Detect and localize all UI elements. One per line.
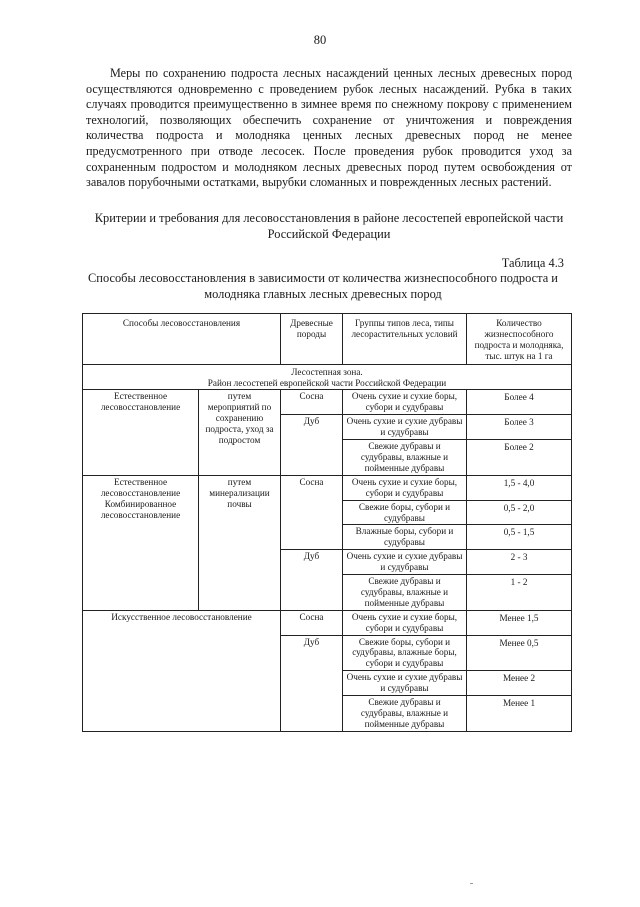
scan-mark bbox=[470, 883, 473, 884]
region-label: Район лесостепей европейской части Российской Федерации bbox=[207, 377, 447, 388]
method-cell: Искусственное лесовосстановление bbox=[83, 610, 281, 731]
forest-cell: Свежие боры, субори и судубравы, влажные боры, субори и судубравы bbox=[343, 635, 467, 671]
value-cell: 0,5 - 2,0 bbox=[467, 500, 572, 525]
species-cell: Сосна bbox=[281, 390, 343, 415]
method-cell: Естественное лесовосстановление Комбинированное лесовосстановление bbox=[83, 475, 199, 610]
reforestation-table bbox=[82, 313, 572, 732]
value-cell: Менее 1 bbox=[467, 696, 572, 732]
forest-cell: Очень сухие и сухие боры, субори и судубравы bbox=[343, 475, 467, 500]
forest-cell: Свежие дубравы и судубравы, влажные и пойменные дубравы bbox=[343, 696, 467, 732]
value-cell: Более 2 bbox=[467, 440, 572, 476]
page-number: 80 bbox=[313, 33, 327, 47]
value-cell: Более 4 bbox=[467, 390, 572, 415]
forest-cell: Очень сухие и сухие боры, субори и судубравы bbox=[343, 390, 467, 415]
forest-cell: Свежие дубравы и судубравы, влажные и пойменные дубравы bbox=[343, 575, 467, 611]
zone-label: Лесостепная зона. bbox=[291, 366, 363, 377]
table-label: Таблица 4.3 bbox=[501, 256, 564, 270]
value-cell: 2 - 3 bbox=[467, 550, 572, 575]
species-cell: Дуб bbox=[281, 550, 343, 611]
table-row bbox=[83, 390, 572, 415]
header-quantity: Количество жизнеспособного подроста и молодняка, тыс. штук на 1 га bbox=[467, 314, 572, 365]
species-cell: Дуб bbox=[281, 415, 343, 476]
value-cell: Менее 0,5 bbox=[467, 635, 572, 671]
value-cell: 1,5 - 4,0 bbox=[467, 475, 572, 500]
forest-cell: Очень сухие и сухие дубравы и судубравы bbox=[343, 550, 467, 575]
species-cell: Сосна bbox=[281, 610, 343, 635]
value-cell: Менее 2 bbox=[467, 671, 572, 696]
value-cell: Более 3 bbox=[467, 415, 572, 440]
table-row bbox=[83, 475, 572, 500]
way-cell: путем минерализации почвы bbox=[199, 475, 281, 610]
value-cell: 0,5 - 1,5 bbox=[467, 525, 572, 550]
forest-cell: Свежие боры, субори и судубравы bbox=[343, 500, 467, 525]
section-heading: Критерии и требования для лесовосстановления в районе лесостепей европейской части Российской Федерации bbox=[94, 211, 564, 241]
zone-row bbox=[83, 364, 572, 390]
table-header-row bbox=[83, 314, 572, 365]
table-row bbox=[83, 610, 572, 635]
forest-cell: Очень сухие и сухие боры, субори и судубравы bbox=[343, 610, 467, 635]
value-cell: Менее 1,5 bbox=[467, 610, 572, 635]
forest-cell: Свежие дубравы и судубравы, влажные и пойменные дубравы bbox=[343, 440, 467, 476]
header-forest-groups: Группы типов леса, типы лесорастительных условий bbox=[343, 314, 467, 365]
method-cell: Естественное лесовосстановление bbox=[83, 390, 199, 475]
species-cell: Дуб bbox=[281, 635, 343, 731]
table-title: Способы лесовосстановления в зависимости от количества жизнеспособного подроста и молодняка главных лесных древесных пород bbox=[88, 271, 558, 301]
way-cell: путем мероприятий по сохранению подроста, уход за подростом bbox=[199, 390, 281, 475]
value-cell: 1 - 2 bbox=[467, 575, 572, 611]
forest-cell: Очень сухие и сухие дубравы и судубравы bbox=[343, 415, 467, 440]
forest-cell: Влажные боры, субори и судубравы bbox=[343, 525, 467, 550]
body-paragraph: Меры по сохранению подроста лесных насаждений ценных лесных древесных пород осуществляются одновременно с проведением рубок лесных насаждений. Рубка в таких случаях проводится преимущественно в зимнее время по снежному покрову с применением технологий, позволяющих обеспечить сохранение от уничтожения и повреждения количества подроста и молодняка ценных лесных древесных пород не менее предусмотренного при отводе лесосек. После проведения рубок проводится уход за сохраненным подростом и молодняком лесных древесных пород путем освобождения от завалов порубочными остатками, вырубки сломанных и поврежденных лесных растений. bbox=[86, 66, 572, 190]
species-cell: Сосна bbox=[281, 475, 343, 549]
header-method: Способы лесовосстановления bbox=[83, 314, 281, 365]
forest-cell: Очень сухие и сухие дубравы и судубравы bbox=[343, 671, 467, 696]
header-species: Древесные породы bbox=[281, 314, 343, 365]
